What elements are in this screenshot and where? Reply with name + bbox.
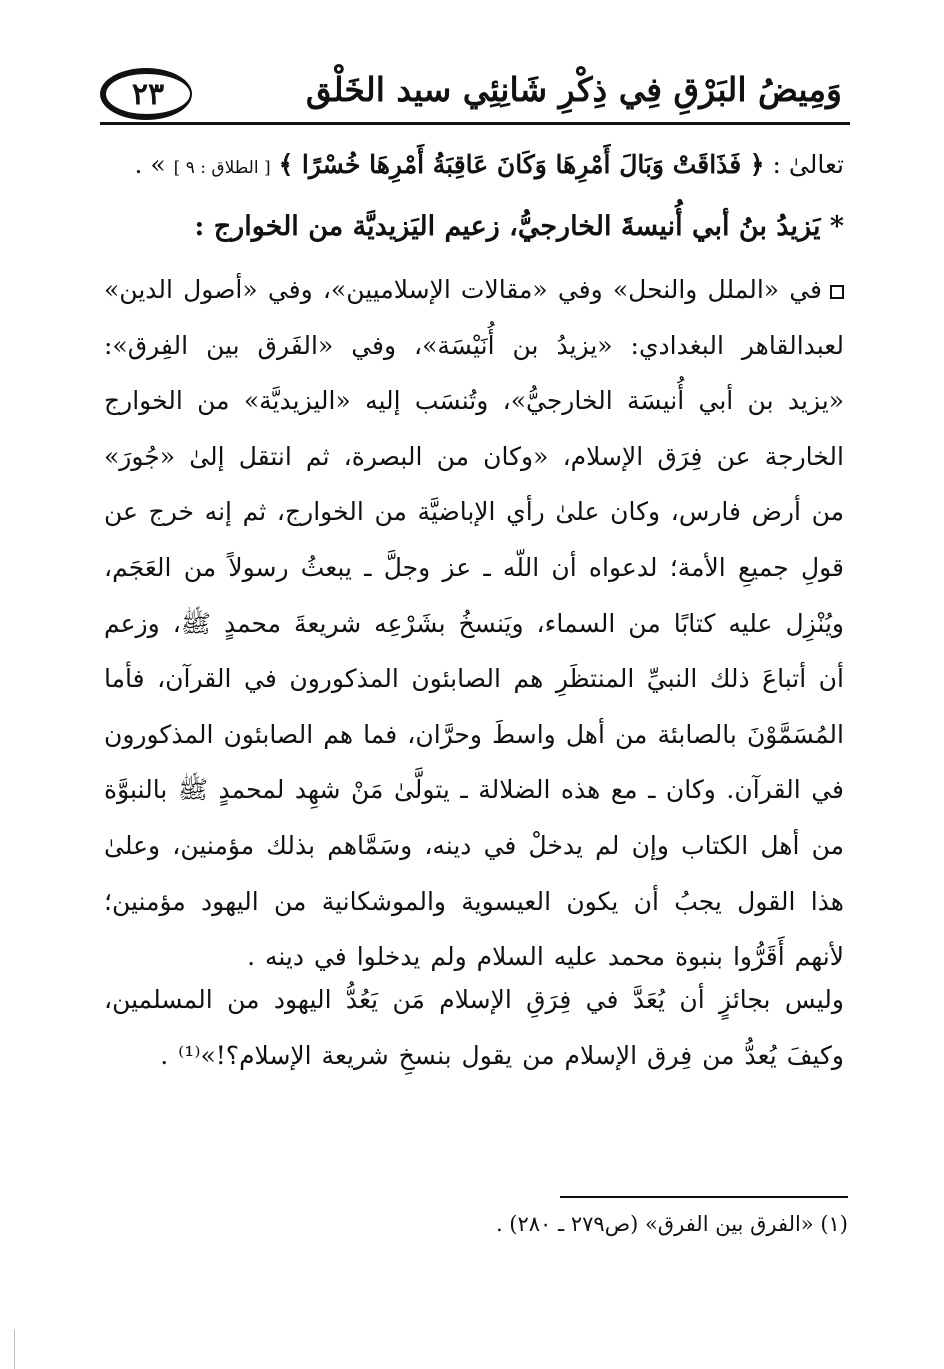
page-number-badge (100, 68, 192, 120)
scan-edge-mark (14, 1330, 15, 1369)
verse-reference: [ الطلاق : ٩ ] (173, 158, 271, 178)
paragraph-2: وليس بجائزٍ أن يُعَدَّ في فِرَقِ الإسلام مَن يَعُدُّ اليهود من المسلمين، وكيفَ يُعدُّ من فِرق الإسلام من يقول بنسخِ شريعة الإسلام؟!»⁽¹⁾ . (104, 985, 844, 1070)
paragraph-1-text: في «الملل والنحل» وفي «مقالات الإسلاميين»، وفي «أصول الدين» لعبدالقاهر البغدادي: «يزيدُ بن أُنَيْسَة»، وفي «الفَرق بين الفِرق»: «يزيد بن أبي أُنيسَة الخارجيُّ»، وتُنسَب إليه «اليزيديَّة» من الخوارج الخارجة عن فِرَق الإسلام، «وكان من البصرة، ثم انتقل إلىٰ «جُورَ» من أرض فارس، وكان علىٰ رأي الإباضيَّة من الخوارج، ثم إنه خرج عن قولِ جميعِ الأمة؛ لدعواه أن اللّه ـ عز وجلَّ ـ يبعثُ رسولاً من العَجَم، ويُنْزِل عليه كتابًا من السماء، ويَنسخُ بشَرْعِه شريعةَ محمدٍ ﷺ، وزعم أن أتباعَ ذلك النبيِّ المنتظَرِ هم الصابئون المذكورون في القرآن، فأما المُسَمَّوْنَ بالصابئة من أهل واسطَ وحرَّان، فما هم الصابئون المذكورون في القرآن. وكان ـ مع هذه الضلالة ـ يتولَّىٰ مَنْ شهِد لمحمدٍ ﷺ بالنبوَّة من أهل الكتاب وإن لم يدخلْ في دينه، وسَمَّاهم بذلك مؤمنين، وعلىٰ هذا القول يجبُ أن يكون العيسوية والموشكانية من اليهود مؤمنين؛ لأنهم أَقَرُّوا بنبوة محمد عليه السلام ولم يدخلوا في دينه . (104, 275, 844, 972)
page-number: ٢٣ (131, 76, 165, 112)
footnote: (١) «الفرق بين الفرق» (ص٢٧٩ ـ ٢٨٠) . (495, 1212, 848, 1236)
running-title: وَمِيضُ البَرْقِ فِي ذِكْرِ شَانِئِي سيد الخَلْق (305, 70, 842, 109)
page-header (100, 62, 850, 132)
quran-verse: ﴿ فَذَاقَتْ وَبَالَ أَمْرِهَا وَكَانَ عَاقِبَةُ أَمْرِهَا خُسْرًا ﴾ (278, 150, 765, 179)
section-heading: * يَزيدُ بنُ أبي أُنيسةَ الخارجيُّ، زعيم اليَزيديَّة من الخوارج : (194, 211, 844, 242)
square-bullet-icon (830, 285, 844, 299)
footnote-rule (560, 1196, 848, 1198)
intro-lead: تعالىٰ : (772, 150, 844, 179)
intro-line (104, 145, 844, 188)
header-rule (100, 122, 850, 125)
intro-tail: » . (134, 150, 166, 179)
paragraph-1 (104, 262, 844, 985)
